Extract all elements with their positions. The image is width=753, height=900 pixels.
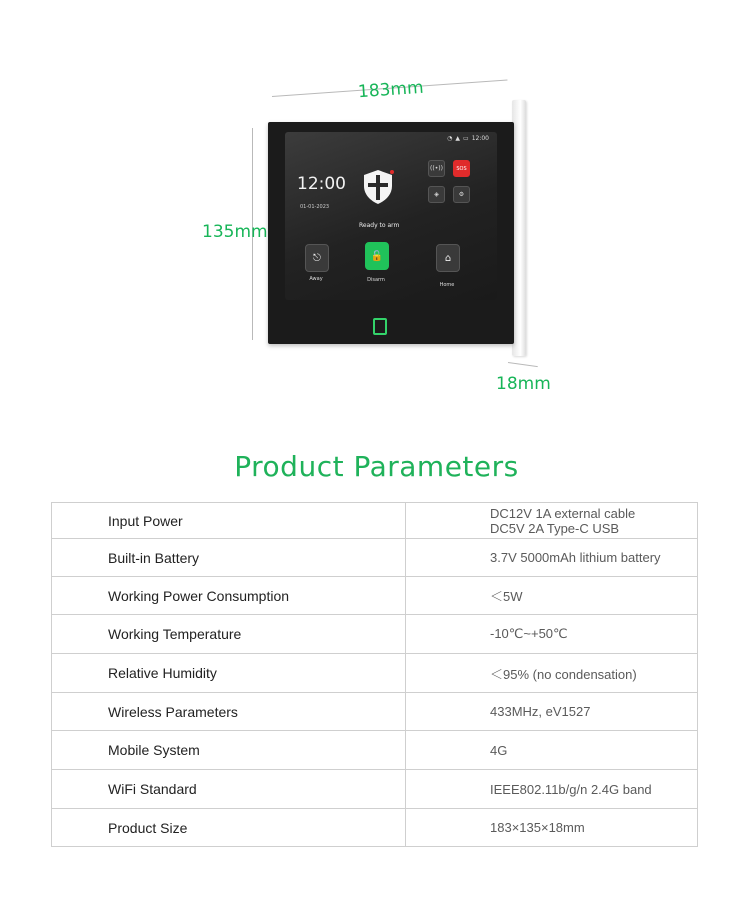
param-value: -10℃~+50℃ [406, 615, 698, 654]
table-row [52, 615, 698, 654]
param-label: Working Temperature [52, 615, 406, 654]
alarm-panel-device [268, 122, 514, 344]
width-label: 183mm [357, 77, 425, 103]
param-value: IEEE802.11b/g/n 2.4G band [406, 770, 698, 809]
shield-icon [361, 168, 395, 206]
depth-dimension-line [508, 362, 538, 367]
device-clock: 12:00 [297, 174, 346, 194]
wifi-icon: ◔ [447, 135, 453, 142]
table-row [52, 809, 698, 847]
table-row [52, 503, 698, 539]
param-value: 183×135×18mm [406, 809, 698, 847]
device-status-text: Ready to arm [359, 222, 400, 229]
param-label: WiFi Standard [52, 770, 406, 809]
shield-check-icon: ◈ [428, 186, 445, 203]
disarm-mode-icon: 🔓 [365, 242, 389, 270]
param-label: Mobile System [52, 731, 406, 770]
param-value: 3.7V 5000mAh lithium battery [406, 539, 698, 577]
away-mode-label: Away [309, 276, 323, 282]
green-led-indicator [373, 318, 387, 335]
param-label: Wireless Parameters [52, 693, 406, 731]
disarm-mode-label: Disarm [367, 277, 385, 283]
param-value: ＜5W [406, 577, 698, 615]
home-mode-label: Home [439, 282, 455, 288]
table-row [52, 731, 698, 770]
param-value: 4G [406, 731, 698, 770]
param-label: Product Size [52, 809, 406, 847]
home-mode-icon: ⌂ [436, 244, 460, 272]
parameters-table [51, 502, 698, 847]
param-value: DC12V 1A external cable DC5V 2A Type-C USB [406, 503, 698, 539]
param-value: ＜95% (no condensation) [406, 654, 698, 693]
table-row [52, 693, 698, 731]
product-image [0, 0, 753, 410]
device-status-bar [447, 135, 489, 142]
device-screen [285, 132, 497, 300]
table-row [52, 539, 698, 577]
device-side-panel [512, 100, 526, 356]
alarm-signal-icon: ((•)) [428, 160, 445, 177]
section-title: Product Parameters [234, 450, 519, 483]
param-label: Working Power Consumption [52, 577, 406, 615]
sos-button: SOS [453, 160, 470, 177]
height-label: 135mm [202, 222, 268, 242]
table-row [52, 770, 698, 809]
away-mode-icon: ⎋ [305, 244, 329, 272]
device-date: 01-01-2023 [300, 204, 330, 210]
status-time: 12:00 [471, 135, 489, 142]
param-label: Built-in Battery [52, 539, 406, 577]
depth-label: 18mm [496, 374, 551, 394]
param-value: 433MHz, eV1527 [406, 693, 698, 731]
settings-gear-icon: ⚙ [453, 186, 470, 203]
param-label: Relative Humidity [52, 654, 406, 693]
param-label: Input Power [52, 503, 406, 539]
battery-icon: ▭ [463, 135, 469, 142]
signal-icon: ▲ [455, 135, 461, 142]
table-row [52, 577, 698, 615]
table-row [52, 654, 698, 693]
